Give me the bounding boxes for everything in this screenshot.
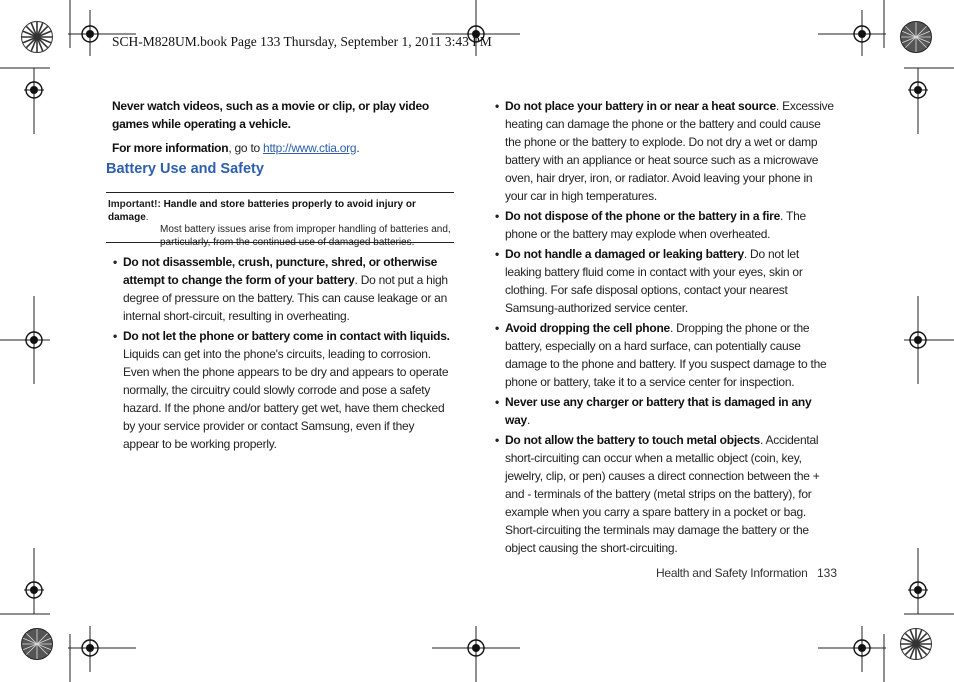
bullet-heading: Do not dispose of the phone or the battery in a fire xyxy=(505,209,781,223)
registration-mark-icon xyxy=(24,580,44,600)
more-info-line xyxy=(112,139,452,157)
bullet-heading: Do not handle a damaged or leaking battery xyxy=(505,247,744,261)
list-item xyxy=(113,253,453,325)
registration-mark-icon xyxy=(24,330,44,350)
footer-section-name: Health and Safety Information xyxy=(656,566,808,580)
bullet-text: . The phone or the battery may explode when overheated. xyxy=(505,209,806,241)
color-wheel-icon xyxy=(21,21,53,53)
bullet-text: . Dropping the phone or the battery, especially on a hard surface, can potentially cause damage to the phone and battery. If you suspect damage to the phone or battery, take it to a service center for inspection. xyxy=(505,321,827,389)
bullet-text: . Accidental short-circuiting can occur when a metallic object (coin, key, jewelry, clip, or pen) causes a direct connection between the + and - terminals of the battery (metal strips on the battery), for example when you carry a spare battery in a pocket or bag. Short-circuiting the terminals may damage the battery or the object causing the short-circuiting. xyxy=(505,433,820,555)
right-bullet-list xyxy=(495,97,837,559)
section-title: Battery Use and Safety xyxy=(106,161,264,177)
important-period: . xyxy=(145,211,149,223)
more-info-end: . xyxy=(356,141,360,155)
bullet-heading: Do not disassemble, crush, puncture, shred, or otherwise attempt to change the form of your battery xyxy=(123,255,438,287)
registration-mark-icon xyxy=(852,24,872,44)
print-slug-header: SCH-M828UM.book Page 133 Thursday, September 1, 2011 3:43 PM xyxy=(112,34,492,49)
important-continuation: Most battery issues arise from improper handling of batteries and, particularly, from the continued use of damaged batteries. xyxy=(160,224,451,248)
registration-mark-icon xyxy=(80,638,100,658)
bullet-text: . Excessive heating can damage the phone or the battery and could cause the phone or the battery to explode. Do not dry a wet or damp battery with an appliance or heat source such as a microwave oven, hair dryer, iron, or radiator. Avoid leaving your phone in your car in high temperatures. xyxy=(505,99,834,203)
divider-top xyxy=(106,192,454,193)
registration-mark-icon xyxy=(908,580,928,600)
important-label: Important!: xyxy=(108,199,161,210)
important-first-line xyxy=(108,199,458,224)
color-wheel-icon xyxy=(21,628,53,660)
more-info-label: For more information xyxy=(112,141,229,155)
bullet-heading: Do not let the phone or battery come in contact with liquids. xyxy=(123,329,450,343)
bullet-heading: Do not allow the battery to touch metal objects xyxy=(505,433,760,447)
color-wheel-icon xyxy=(900,21,932,53)
bullet-text: . xyxy=(526,413,531,427)
registration-mark-icon xyxy=(24,80,44,100)
vehicle-warning: Never watch videos, such as a movie or clip, or play video games while operating a vehicle. xyxy=(112,99,429,131)
registration-mark-icon xyxy=(852,638,872,658)
list-item xyxy=(495,319,837,391)
registration-mark-icon xyxy=(466,638,486,658)
list-item xyxy=(495,393,837,429)
more-info-text: , go to xyxy=(228,141,264,155)
list-item xyxy=(495,97,837,205)
bullet-heading: Never use any charger or battery that is damaged in any way xyxy=(505,395,812,427)
bullet-text: Liquids can get into the phone's circuits, leading to corrosion. Even when the phone appears to be dry and appears to operate normally, the circuitry could slowly corrode and pose a safety hazard. If the phone and/or battery get wet, have them checked by your service provider or contact Samsung, even if they appear to be working properly. xyxy=(123,347,449,451)
divider-bottom xyxy=(106,242,454,243)
bullet-text: . Do not put a high degree of pressure on the battery. This can cause leakage or an internal short-circuit, resulting in overheating. xyxy=(123,273,448,323)
ctia-link[interactable]: http://www.ctia.org xyxy=(263,141,357,155)
registration-mark-icon xyxy=(908,330,928,350)
color-wheel-icon xyxy=(900,628,932,660)
important-bold: Handle and store batteries properly to avoid injury or damage xyxy=(108,199,416,223)
bullet-heading: Do not place your battery in or near a heat source xyxy=(505,99,776,113)
list-item xyxy=(495,431,837,557)
list-item xyxy=(495,207,837,243)
bullet-heading: Avoid dropping the cell phone xyxy=(505,321,670,335)
list-item xyxy=(113,327,453,453)
registration-mark-icon xyxy=(908,80,928,100)
registration-mark-icon xyxy=(80,24,100,44)
left-bullet-list xyxy=(113,253,453,455)
list-item xyxy=(495,245,837,317)
bullet-text: . Do not let leaking battery fluid come in contact with your eyes, skin or clothing. For safe disposal options, contact your nearest Samsung-authorized service center. xyxy=(505,247,803,315)
page-number: 133 xyxy=(817,566,838,580)
